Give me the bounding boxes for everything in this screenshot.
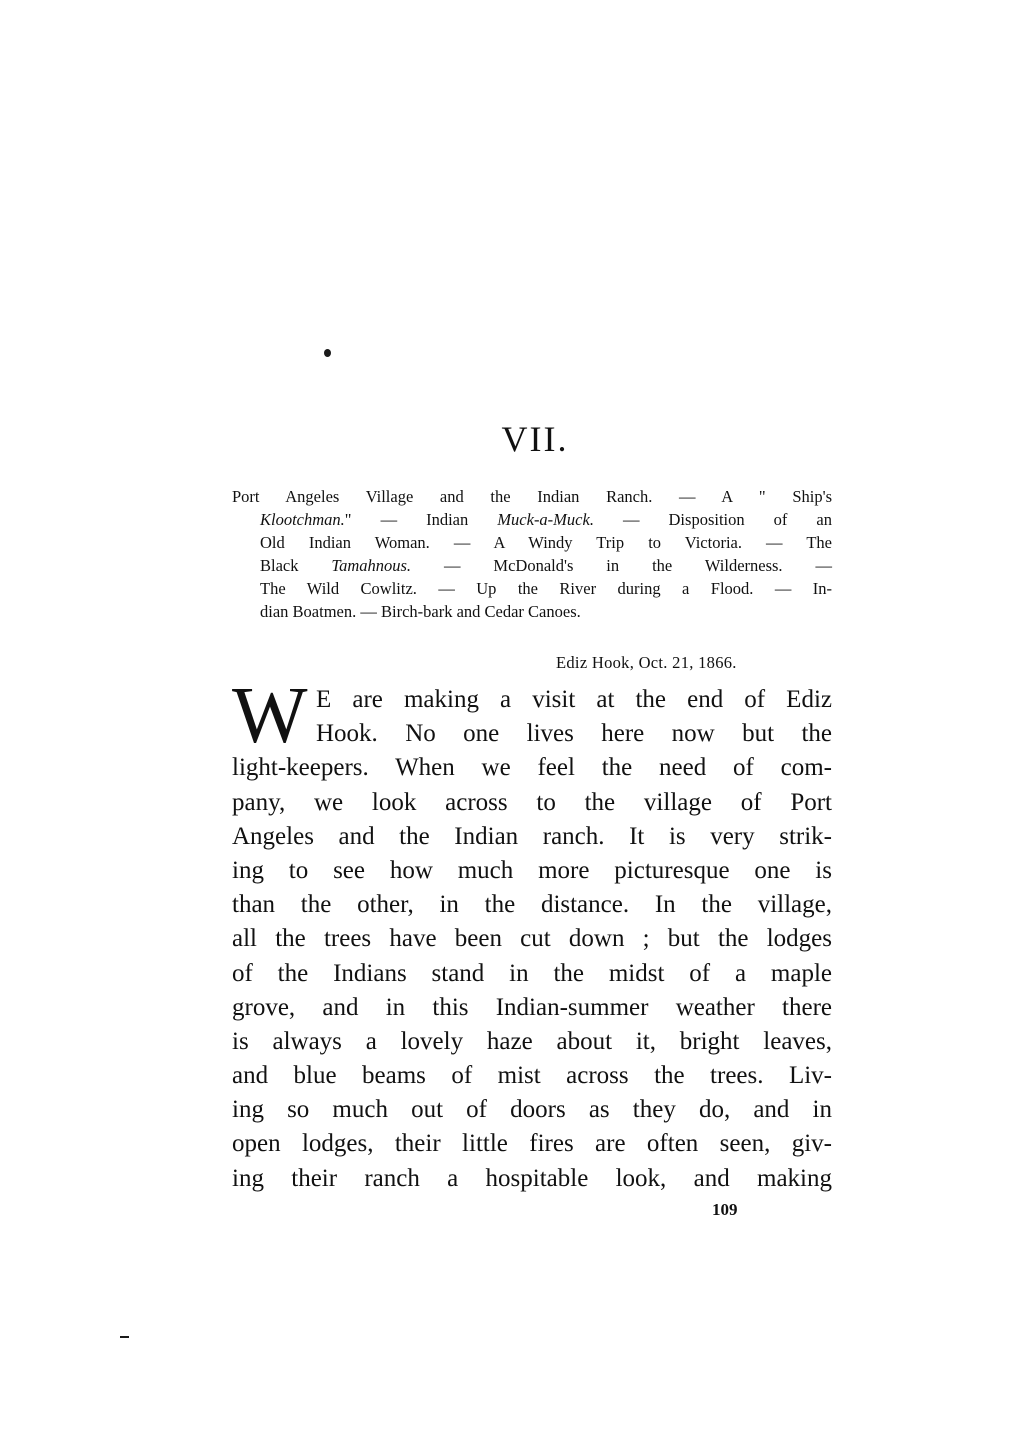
margin-mark [120, 1336, 129, 1338]
body-text [232, 683, 832, 1196]
body-line: open lodges, their little fires are often seen, giv- [232, 1130, 832, 1158]
synopsis-italic: Klootchman. [260, 510, 345, 529]
synopsis-line: Old Indian Woman. — A Windy Trip to Victoria. — The [260, 533, 832, 552]
body-line: Angeles and the Indian ranch. It is very strik- [232, 822, 832, 850]
page-number: 109 [712, 1200, 738, 1219]
body-line: ing to see how much more picturesque one is [232, 856, 832, 884]
body-line: than the other, in the distance. In the village, [232, 891, 832, 919]
ink-speck [324, 349, 331, 357]
body-line: ing so much out of doors as they do, and in [232, 1096, 832, 1124]
chapter-synopsis [232, 485, 832, 623]
chapter-number: VII. [501, 419, 569, 459]
synopsis-line: Klootchman." — Indian Muck-a-Muck. — Disposition of an [260, 510, 833, 529]
synopsis-line: Black Tamahnous. — McDonald's in the Wilderness. — [260, 556, 832, 575]
drop-cap: W [232, 672, 308, 760]
dateline: Ediz Hook, Oct. 21, 1866. [556, 653, 737, 672]
body-line: light-keepers. When we feel the need of com- [232, 754, 832, 782]
body-line: ing their ranch a hospitable look, and making [232, 1164, 832, 1192]
body-line: and blue beams of mist across the trees. Liv- [232, 1062, 832, 1090]
synopsis-italic: Tamahnous. [331, 556, 412, 575]
body-line: of the Indians stand in the midst of a maple [232, 959, 832, 987]
synopsis-line: dian Boatmen. — Birch-bark and Cedar Canoes. [260, 602, 581, 621]
body-line: is always a lovely haze about it, bright leaves, [232, 1027, 832, 1055]
body-line: all the trees have been cut down ; but the lodges [232, 925, 832, 953]
body-line: Hook. No one lives here now but the [316, 720, 832, 748]
synopsis-line: The Wild Cowlitz. — Up the River during a Flood. — In- [260, 579, 832, 598]
synopsis-italic: Muck-a-Muck. [497, 510, 594, 529]
body-line: pany, we look across to the village of Port [232, 788, 832, 816]
synopsis-line: Port Angeles Village and the Indian Ranch. — A " Ship's [232, 487, 832, 506]
body-line: E are making a visit at the end of Ediz [316, 686, 832, 713]
body-line: grove, and in this Indian-summer weather there [232, 993, 832, 1021]
